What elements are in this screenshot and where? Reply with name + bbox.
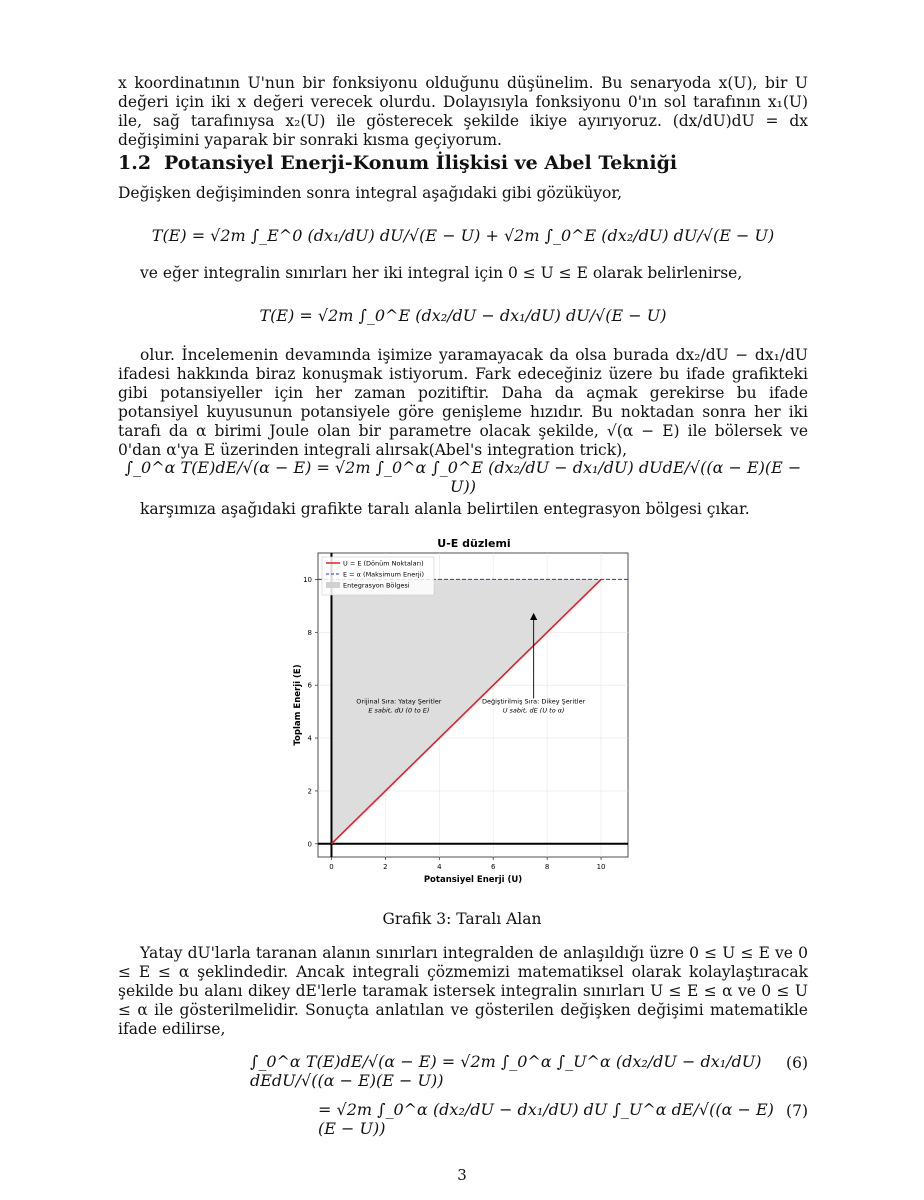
section-title: Potansiyel Enerji-Konum İlişkisi ve Abel Tekniği [164,152,678,174]
y-tick-label-4: 4 [307,734,312,743]
chart-title: U-E düzlemi [437,537,511,550]
equation-7-number: (7) [786,1102,808,1120]
paragraph-variable-change: Değişken değişiminden sonra integral aşağıdaki gibi gözüküyor, [118,184,623,202]
equation-abel: ∫_0^α T(E)dE/√(α − E) = √2m ∫_0^α ∫_0^E (dx₂/dU − dx₁/dU) dUdE/√((α − E)(E − U)) [124,458,802,496]
y-tick-label-2: 2 [307,787,312,796]
equation-1: T(E) = √2m ∫_E^0 (dx₁/dU) dU/√(E − U) + √2m ∫_0^E (dx₂/dU) dU/√(E − U) [151,226,775,245]
annotation-line2-1: U sabit, dE (U to α) [502,706,565,715]
integration-region-chart [288,535,638,890]
y-tick-label-10: 10 [303,575,312,584]
chart-legend [322,557,434,595]
legend-entry-region: Entegrasyon Bölgesi [343,581,410,590]
paragraph-discussion: olur. İncelemenin devamında işimize yaramayacak da olsa burada dx₂/dU − dx₁/dU ifadesi hakkında biraz konuşmak istiyorum. Fark edeceğiniz üzere bu ifade grafikteki gibi potansiyeller için her zaman pozitiftir. Daha da açmak gerekirse bu ifade potansiyel kuyusunun potansiyele göre genişleme hızıdır. Bu noktadan sonra her iki tarafı da α birimi Joule olan bir parametre olacak şekilde, √(α − E) ile bölersek ve 0'dan α'ya E üzerinden integrali alırsak(Abel's integration trick), [118,346,808,459]
legend-entry-max-energy: E = α (Maksimum Enerji) [343,570,425,579]
x-tick-label-4: 4 [437,863,442,871]
x-tick-label-8: 8 [544,863,550,871]
equation-6-number: (6) [786,1054,808,1072]
x-tick-label-6: 6 [490,863,496,871]
y-tick-label-6: 6 [307,681,312,690]
x-tick-label-2: 2 [383,863,388,871]
x-tick-label-0: 0 [329,863,334,871]
annotation-line1-1: Değiştirilmiş Sıra: Dikey Şeritler [482,697,586,706]
legend-entry-turning-points: U = E (Dönüm Noktaları) [343,559,424,568]
page-number: 3 [457,1166,467,1184]
paragraph-region: karşımıza aşağıdaki grafikte taralı alanla belirtilen entegrasyon bölgesi çıkar. [140,500,750,518]
section-number: 1.2 [118,152,152,174]
y-tick-label-8: 8 [307,628,312,637]
paragraph-final: Yatay dU'larla taranan alanın sınırları integralden de anlaşıldığı üzre 0 ≤ U ≤ E ve 0 ≤ E ≤ α şeklindedir. Ancak integrali çözmemizi matematiksel olarak kolaylaştıracak şekilde bu alanı dikey dE'lerle taramak istersek integralin sınırları U ≤ E ≤ α ve 0 ≤ U ≤ α ile gösterilmelidir. Sonuçta anlatılan ve gösterilen değişken değişimi matematikle ifade edilirse, [118,944,808,1038]
section-heading [118,152,677,174]
x-axis-label: Potansiyel Enerji (U) [423,875,523,885]
paragraph-intro: x koordinatının U'nun bir fonksiyonu olduğunu düşünelim. Bu senaryoda x(U), bir U değeri için iki x değeri verecek olurdu. Dolayısıyla fonksiyonu 0'ın sol tarafının x₁(U) ile, sağ tarafınıysa x₂(U) ile gösterecek şekilde ikiye ayırıyoruz. (dx/dU)dU = dx değişimini yaparak bir sonraki kısma geçiyorum. [118,74,808,149]
paragraph-limits: ve eğer integralin sınırları her iki integral için 0 ≤ U ≤ E olarak belirlenirse, [140,264,743,282]
legend-swatch-shade [326,582,340,588]
annotation-line2-0: E sabit, dU (0 to E) [368,706,430,715]
y-axis-label: Toplam Enerji (E) [293,664,303,746]
annotation-line1-0: Orijinal Sıra: Yatay Şeritler [356,697,442,706]
y-tick-label-0: 0 [307,840,312,849]
equation-7: = √2m ∫_0^α (dx₂/dU − dx₁/dU) dU ∫_U^α dE/√((α − E)(E − U)) [318,1100,774,1138]
figure-caption: Grafik 3: Taralı Alan [382,910,542,928]
equation-6: ∫_0^α T(E)dE/√(α − E) = √2m ∫_0^α ∫_U^α (dx₂/dU − dx₁/dU) dEdU/√((α − E)(E − U)) [250,1052,762,1090]
x-tick-label-10: 10 [596,863,606,871]
equation-2: T(E) = √2m ∫_0^E (dx₂/dU − dx₁/dU) dU/√(E − U) [259,306,667,325]
